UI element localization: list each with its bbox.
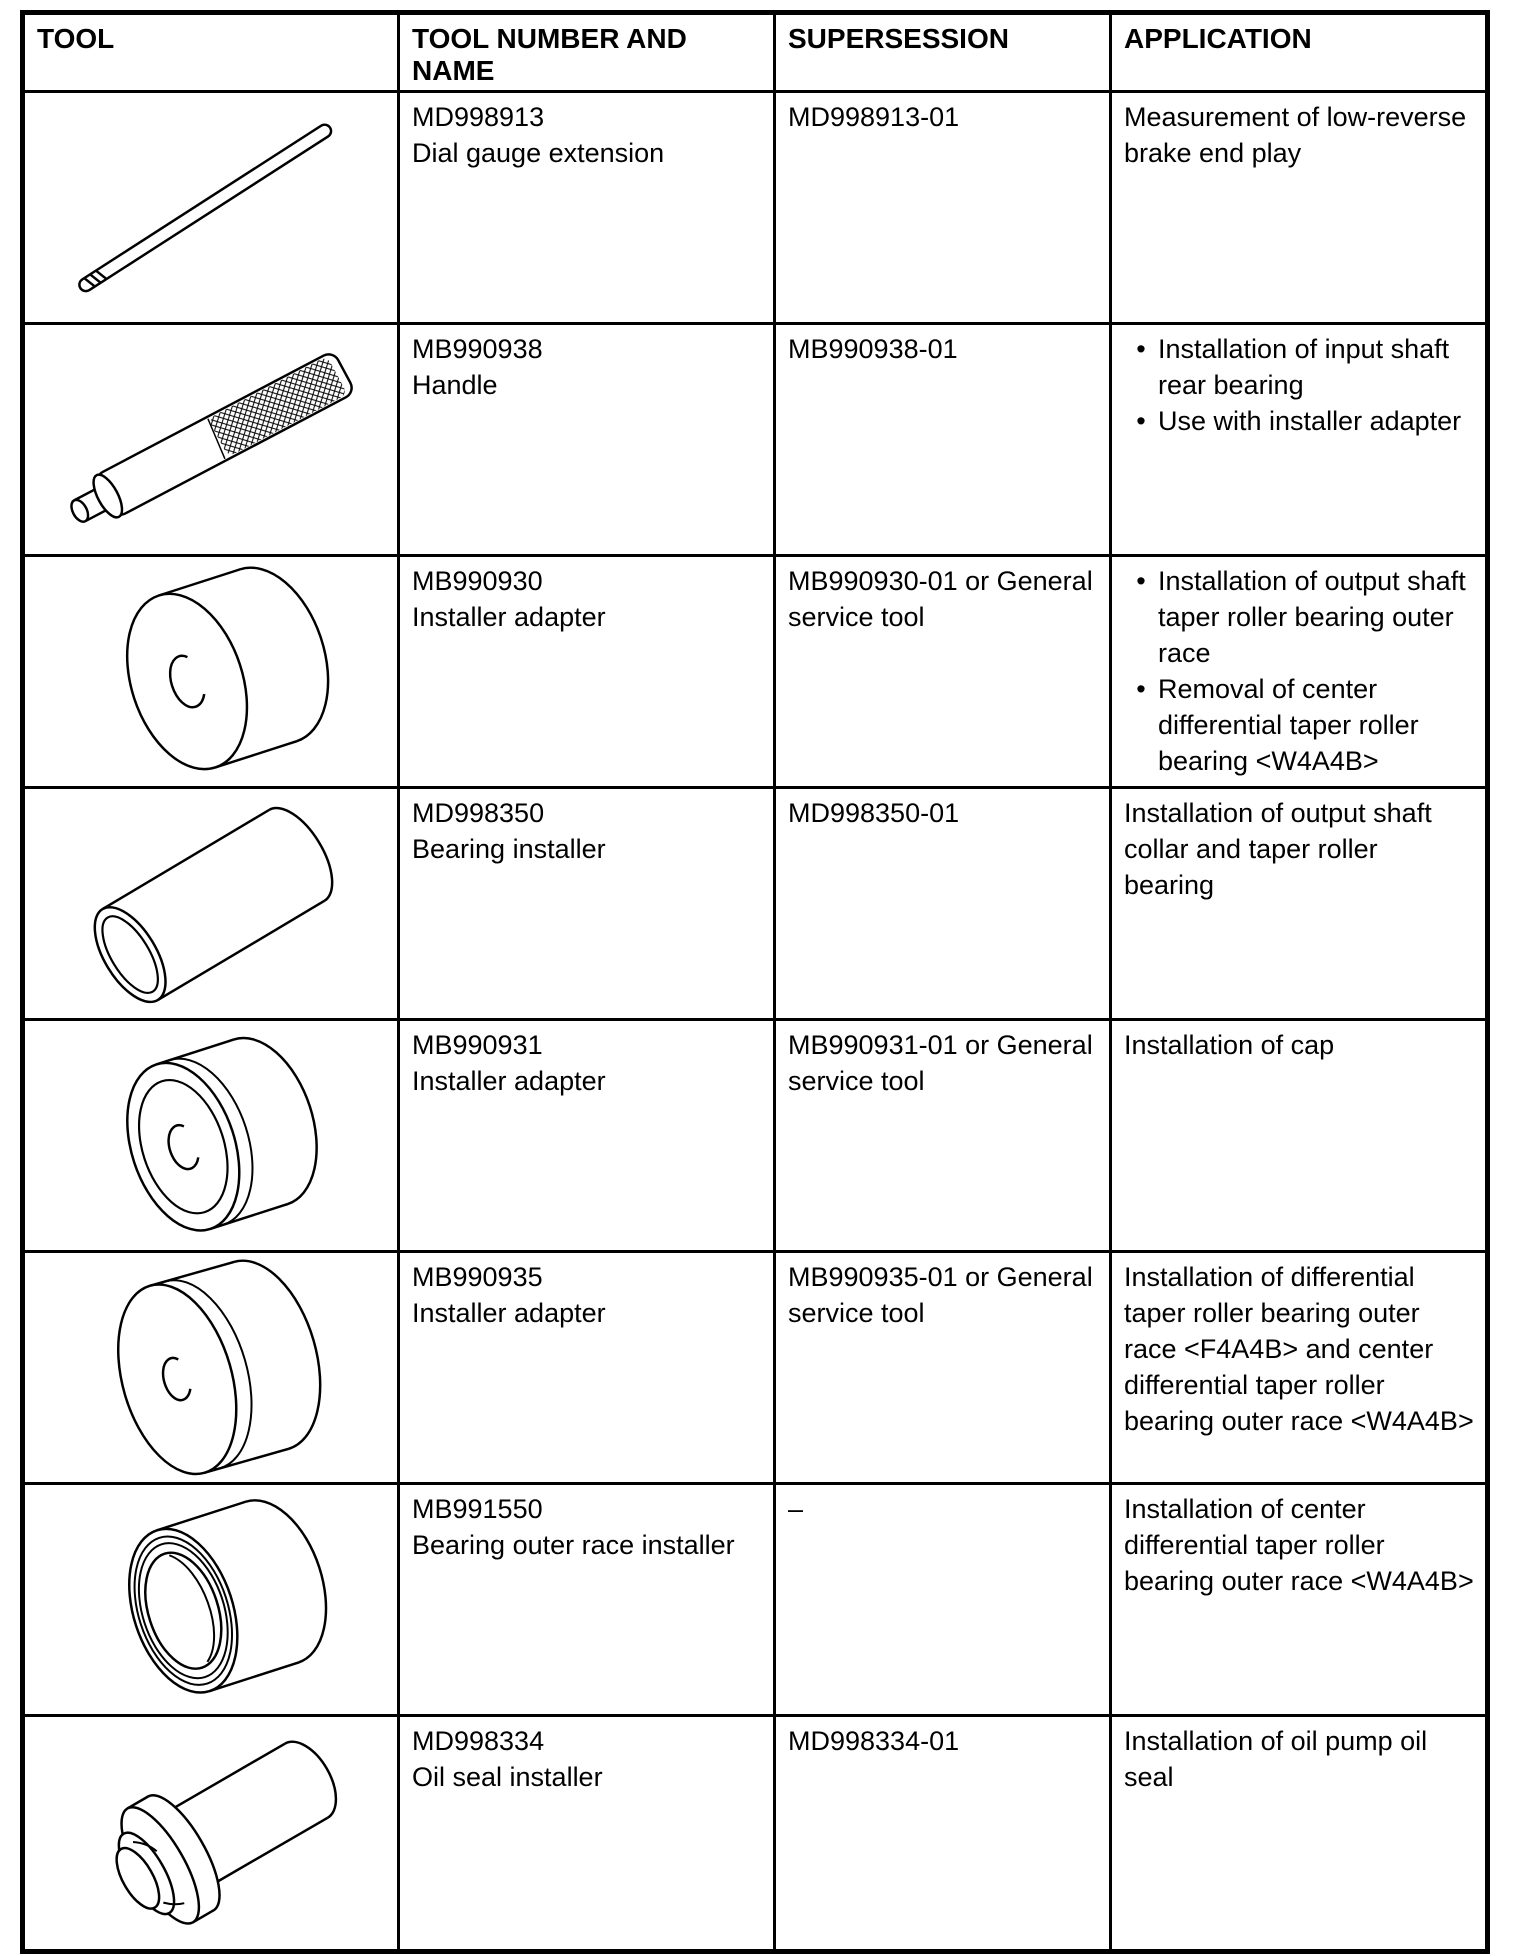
application-text: Installation of cap (1124, 1030, 1335, 1060)
application-cell (1112, 1717, 1485, 1949)
column-header-tool (25, 15, 400, 93)
supersession-text: MD998350-01 (788, 798, 960, 828)
supersession-cell (776, 325, 1112, 557)
bearing-installer-drawing (25, 789, 397, 1018)
application-cell (1112, 557, 1485, 789)
supersession-text: MB990938-01 (788, 334, 958, 364)
bullet-item (1124, 403, 1475, 439)
supersession-text: MB990931-01 or General service tool (788, 1030, 1093, 1096)
tool-name: Installer adapter (412, 602, 606, 632)
application-text: Installation of output shaft taper roller bearing outer race (1158, 566, 1466, 668)
tool-name: Installer adapter (412, 1298, 606, 1328)
tool-illustration-cell (25, 93, 400, 325)
supersession-cell (776, 1485, 1112, 1717)
tool-number: MB990938 (412, 334, 543, 364)
supersession-cell (776, 93, 1112, 325)
bullet-item (1124, 671, 1475, 779)
tool-name: Oil seal installer (412, 1762, 603, 1792)
tool-number-name-cell (400, 93, 776, 325)
tool-number-name-cell (400, 1253, 776, 1485)
supersession-cell (776, 557, 1112, 789)
tool-number-name-cell (400, 1021, 776, 1253)
header-label: TOOL NUMBER AND NAME (412, 23, 687, 86)
supersession-text: MD998334-01 (788, 1726, 960, 1756)
bullet-icon: • (1136, 334, 1146, 364)
tool-number-name-cell (400, 325, 776, 557)
tool-name: Handle (412, 370, 498, 400)
tool-number-name-cell (400, 1485, 776, 1717)
application-text: Measurement of low-reverse brake end play (1124, 102, 1467, 168)
dial-gauge-extension-drawing (25, 93, 397, 322)
header-label: APPLICATION (1124, 23, 1312, 54)
bullet-item (1124, 331, 1475, 403)
supersession-cell (776, 789, 1112, 1021)
application-cell (1112, 93, 1485, 325)
application-cell (1112, 789, 1485, 1021)
special-tools-table (20, 10, 1490, 1954)
tool-number-name-cell (400, 1717, 776, 1949)
application-cell (1112, 1021, 1485, 1253)
bullet-icon: • (1136, 566, 1146, 596)
application-text: Installation of oil pump oil seal (1124, 1726, 1428, 1792)
header-label: TOOL (37, 23, 115, 54)
bullet-icon: • (1136, 406, 1146, 436)
supersession-text: MD998913-01 (788, 102, 960, 132)
tool-number: MB990935 (412, 1262, 543, 1292)
application-cell (1112, 1485, 1485, 1717)
tool-number-name-cell (400, 789, 776, 1021)
supersession-cell (776, 1717, 1112, 1949)
tool-illustration-cell (25, 789, 400, 1021)
tool-illustration-cell (25, 1021, 400, 1253)
bearing-outer-race-installer-drawing (25, 1485, 397, 1714)
supersession-cell (776, 1253, 1112, 1485)
tool-illustration-cell (25, 1717, 400, 1949)
tool-number: MD998913 (412, 102, 545, 132)
handle-drawing (25, 325, 397, 554)
bullet-icon: • (1136, 674, 1146, 704)
tool-illustration-cell (25, 1485, 400, 1717)
application-text: Removal of center differential taper roller bearing <W4A4B> (1158, 674, 1419, 776)
tool-number: MB990931 (412, 1030, 543, 1060)
tool-illustration-cell (25, 325, 400, 557)
tool-number: MD998334 (412, 1726, 545, 1756)
installer-adapter-drawing (25, 1021, 397, 1250)
application-cell (1112, 1253, 1485, 1485)
supersession-text: MB990935-01 or General service tool (788, 1262, 1093, 1328)
installer-adapter-drawing (25, 557, 397, 786)
application-text: Installation of differential taper roller bearing outer race <F4A4B> and center differential taper roller bearing outer race <W4A4B> (1124, 1262, 1474, 1436)
supersession-text: – (788, 1494, 804, 1524)
application-text: Installation of output shaft collar and taper roller bearing (1124, 798, 1432, 900)
tool-name: Installer adapter (412, 1066, 606, 1096)
tool-illustration-cell (25, 557, 400, 789)
application-text: Installation of center differential taper roller bearing outer race <W4A4B> (1124, 1494, 1474, 1596)
tool-name: Bearing installer (412, 834, 606, 864)
tool-name: Bearing outer race installer (412, 1530, 735, 1560)
oil-seal-installer-drawing (25, 1717, 397, 1949)
supersession-text: MB990930-01 or General service tool (788, 566, 1093, 632)
tool-illustration-cell (25, 1253, 400, 1485)
supersession-cell (776, 1021, 1112, 1253)
bullet-item (1124, 563, 1475, 671)
application-text: Installation of input shaft rear bearing (1158, 334, 1450, 400)
installer-adapter-drawing (25, 1253, 397, 1482)
header-label: SUPERSESSION (788, 23, 1009, 54)
tool-number: MB991550 (412, 1494, 543, 1524)
application-text: Use with installer adapter (1158, 406, 1462, 436)
tool-name: Dial gauge extension (412, 138, 665, 168)
tool-number: MB990930 (412, 566, 543, 596)
tool-number-name-cell (400, 557, 776, 789)
column-header-application (1112, 15, 1485, 93)
tool-number: MD998350 (412, 798, 545, 828)
column-header-tool-number-name (400, 15, 776, 93)
application-cell (1112, 325, 1485, 557)
column-header-supersession (776, 15, 1112, 93)
